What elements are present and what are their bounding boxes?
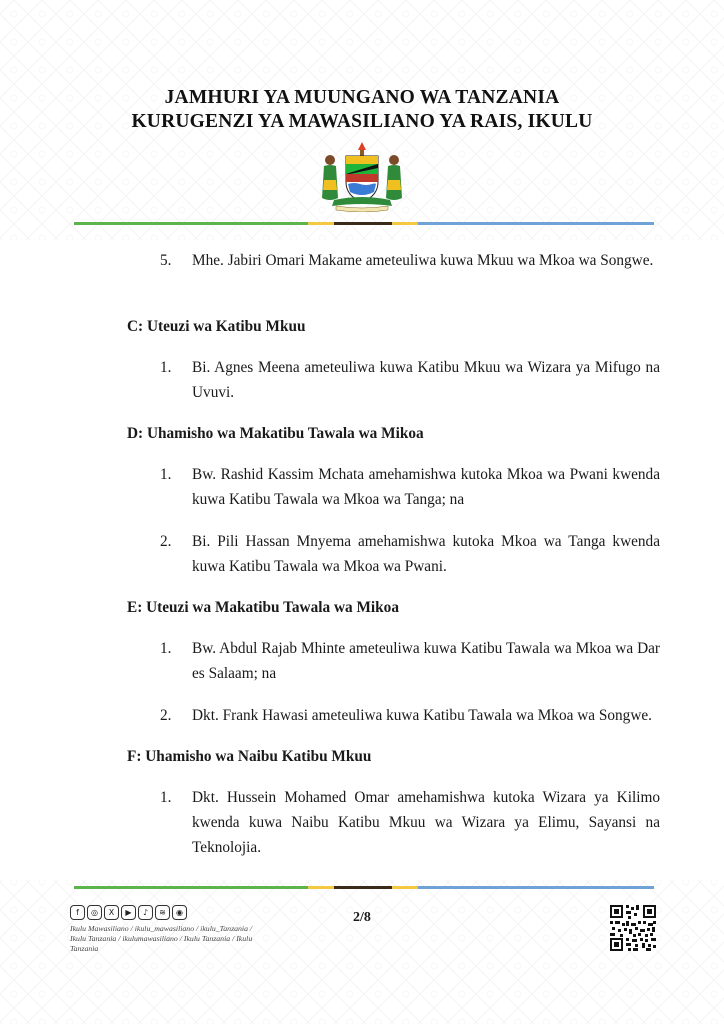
letterhead [0,86,724,134]
list-item-text: Bi. Pili Hassan Mnyema amehamishwa kutoka Mkoa wa Tanga kwenda kuwa Katibu Tawala wa Mkoa wa Pwani. [192,533,660,575]
footer-divider [74,886,654,889]
section-heading-f: F: Uhamisho wa Naibu Katibu Mkuu [127,748,372,765]
list-item-text: Bw. Abdul Rajab Mhinte ameteuliwa kuwa Katibu Tawala wa Mkoa wa Dar es Salaam; na [192,640,660,682]
header-line-1: JAMHURI YA MUUNGANO WA TANZANIA [164,87,560,108]
list-item: 5. Mhe. Jabiri Omari Makame ameteuliwa kuwa Mkuu wa Mkoa wa Songwe. [160,248,660,298]
instagram-icon[interactable]: ◎ [87,905,102,920]
x-icon[interactable]: X [104,905,119,920]
tanzania-coat-of-arms-icon [312,140,412,212]
header-divider [74,222,654,225]
list-item: 2. Bi. Pili Hassan Mnyema amehamishwa kutoka Mkoa wa Tanga kwenda kuwa Katibu Tawala wa Mkoa wa Pwani. [160,529,660,579]
facebook-icon[interactable]: f [70,905,85,920]
list-item-text: Dkt. Hussein Mohamed Omar amehamishwa kutoka Wizara ya Kilimo kwenda kuwa Naibu Katibu Mkuu wa Wizara ya Elimu, Sayansi na Teknolojia. [192,789,660,856]
youtube-icon[interactable]: ▶ [121,905,136,920]
list-item-text: Dkt. Frank Hawasi ameteuliwa kuwa Katibu Tawala wa Mkoa wa Songwe. [192,707,652,724]
section-heading-c: C: Uteuzi wa Katibu Mkuu [127,318,306,335]
qr-code-icon [610,905,656,951]
page-number: 2/8 [353,910,371,925]
spotify-icon[interactable]: ≋ [155,905,170,920]
document-body [127,248,660,860]
list-item-text: Bw. Rashid Kassim Mchata amehamishwa kutoka Mkoa wa Pwani kwenda kuwa Katibu Tawala wa Mkoa wa Tanga; na [192,466,660,508]
social-handles: Ikulu Mawasiliano / ikulu_mawasiliano / ikulu_Tanzania / Ikulu Tanzania / ikulumawasiliano / Ikulu Tanzania / Ikulu Tanzania [70,924,253,953]
list-item: 1. Bw. Rashid Kassim Mchata amehamishwa kutoka Mkoa wa Pwani kwenda kuwa Katibu Tawala wa Mkoa wa Tanga; na [160,462,660,512]
section-heading-d: D: Uhamisho wa Makatibu Tawala wa Mikoa [127,425,424,442]
list-item-text: Bi. Agnes Meena ameteuliwa kuwa Katibu Mkuu wa Wizara ya Mifugo na Uvuvi. [192,359,660,401]
podcast-icon[interactable]: ◉ [172,905,187,920]
section-heading-e: E: Uteuzi wa Makatibu Tawala wa Mikoa [127,599,399,616]
list-item-text: Mhe. Jabiri Omari Makame ameteuliwa kuwa Mkuu wa Mkoa wa Songwe. [192,252,654,269]
header-line-2: KURUGENZI YA MAWASILIANO YA RAIS, IKULU [131,111,593,132]
list-item: 1. Bi. Agnes Meena ameteuliwa kuwa Katibu Mkuu wa Wizara ya Mifugo na Uvuvi. [160,355,660,405]
list-item: 2. Dkt. Frank Hawasi ameteuliwa kuwa Katibu Tawala wa Mkoa wa Songwe. [160,703,660,728]
list-item: 1. Bw. Abdul Rajab Mhinte ameteuliwa kuwa Katibu Tawala wa Mkoa wa Dar es Salaam; na [160,636,660,686]
tiktok-icon[interactable]: ♪ [138,905,153,920]
social-links [70,905,187,920]
list-item: 1. Dkt. Hussein Mohamed Omar amehamishwa kutoka Wizara ya Kilimo kwenda kuwa Naibu Katibu Mkuu wa Wizara ya Elimu, Sayansi na Teknolojia. [160,785,660,860]
